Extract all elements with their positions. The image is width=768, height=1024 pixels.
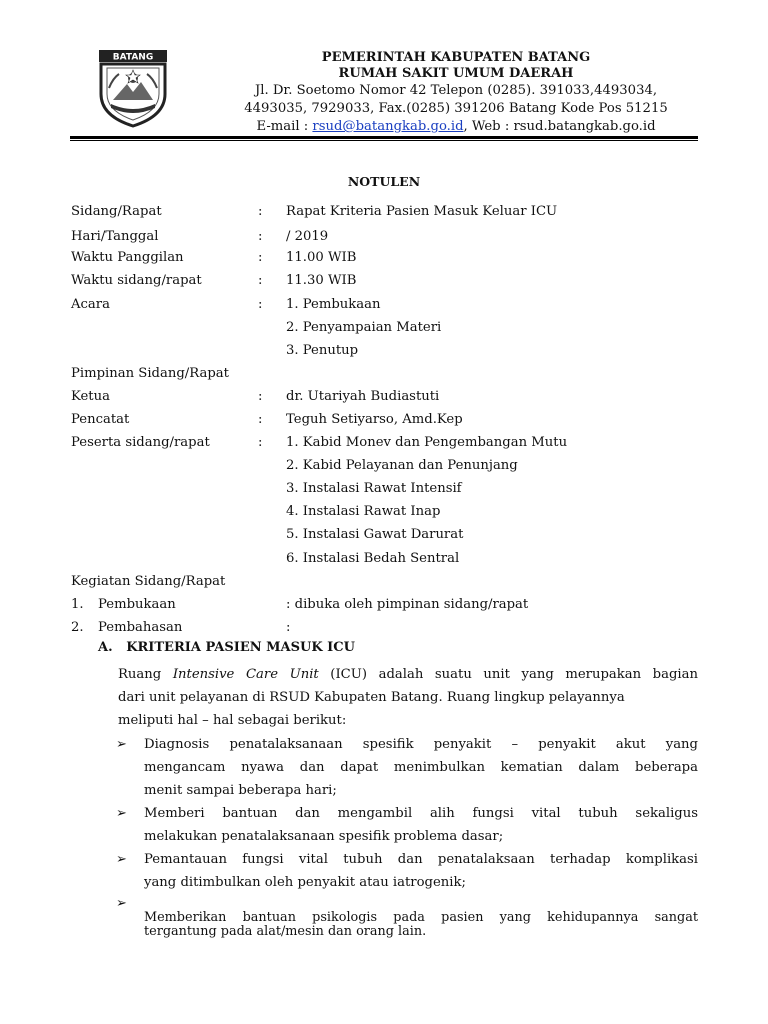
bullet-line: yang ditimbulkan oleh penyakit atau iatrogenik; [144,875,466,890]
bullet-line: tergantung pada alat/mesin dan orang lain. [144,924,427,939]
logo-text: BATANG [112,52,154,63]
bullet-line: melakukan penatalaksanaan spesifik problema dasar; [144,829,504,844]
letterhead-contact [200,118,712,136]
acara-item: 2. Penyampaian Materi [286,320,442,335]
kegiatan-number: 1. [71,597,84,612]
header-rule-thin [70,140,698,141]
email-prefix: E-mail : [256,119,313,134]
colon: : [258,273,263,288]
bullet-item [144,911,698,939]
arrow-bullet-icon: ➢ [116,737,127,752]
intro-line [118,663,698,686]
peserta-label: Peserta sidang/rapat [71,435,210,450]
waktu-sidang-value: 11.30 WIB [286,273,357,288]
header-rule-thick [70,136,698,139]
email-link[interactable]: rsud@batangkab.go.id [312,119,464,134]
bullet-item [144,848,698,894]
letterhead-government: PEMERINTAH KABUPATEN BATANG [321,50,591,65]
peserta-item: 1. Kabid Monev dan Pengembangan Mutu [286,435,568,450]
intro-rest: (ICU) adalah suatu unit yang merupakan bagian [318,667,699,682]
pencatat-label: Pencatat [71,412,130,427]
arrow-bullet-icon: ➢ [116,806,127,821]
pembukaan-label: Pembukaan [98,597,176,612]
pencatat-value: Teguh Setiyarso, Amd.Kep [286,412,463,427]
sidang-label: Sidang/Rapat [71,204,162,219]
peserta-item: 2. Kabid Pelayanan dan Penunjang [286,458,518,473]
colon: : [258,250,263,265]
intro-pre: Ruang [118,667,173,682]
peserta-item: 3. Instalasi Rawat Intensif [286,481,462,496]
arrow-bullet-icon: ➢ [116,896,127,911]
bullet-item [144,733,698,802]
peserta-item: 6. Instalasi Bedah Sentral [286,551,460,566]
waktu-sidang-label: Waktu sidang/rapat [71,273,202,288]
intro-line: dari unit pelayanan di RSUD Kabupaten Batang. Ruang lingkup pelayannya [118,690,625,705]
letterhead-address: Jl. Dr. Soetomo Nomor 42 Telepon (0285). 391033,4493034, [254,83,658,98]
letterhead [200,50,712,136]
letterhead-hospital: RUMAH SAKIT UMUM DAERAH [338,66,574,81]
bullet-line: Pemantauan fungsi vital tubuh dan penatalaksaan terhadap komplikasi [144,852,698,867]
letterhead-phone-fax: 4493035, 7929033, Fax.(0285) 391206 Batang Kode Pos 51215 [244,101,668,116]
acara-item: 1. Pembukaan [286,297,381,312]
pembukaan-value: : dibuka oleh pimpinan sidang/rapat [286,597,529,612]
colon: : [258,435,263,450]
batang-regency-logo [97,48,169,128]
acara-label: Acara [71,297,110,312]
waktu-panggilan-value: 11.00 WIB [286,250,357,265]
pembahasan-label: Pembahasan [98,620,183,635]
section-a-intro [118,663,698,732]
ketua-label: Ketua [71,389,110,404]
sidang-value: Rapat Kriteria Pasien Masuk Keluar ICU [286,204,558,219]
bullet-line: Memberi bantuan dan mengambil alih fungsi vital tubuh sekaligus [144,806,698,821]
peserta-item: 4. Instalasi Rawat Inap [286,504,441,519]
colon: : [258,412,263,427]
ketua-value: dr. Utariyah Budiastuti [286,389,440,404]
colon: : [258,389,263,404]
arrow-bullet-icon: ➢ [116,852,127,867]
bullet-line: Diagnosis penatalaksanaan spesifik penyakit – penyakit akut yang [144,737,698,752]
section-a-heading: A. KRITERIA PASIEN MASUK ICU [98,640,355,655]
pembahasan-value: : [286,620,291,635]
colon: : [258,229,263,244]
kegiatan-number: 2. [71,620,84,635]
hari-value: / 2019 [286,229,329,244]
document-title: NOTULEN [347,174,421,189]
pimpinan-label: Pimpinan Sidang/Rapat [71,366,229,381]
kegiatan-label: Kegiatan Sidang/Rapat [71,574,226,589]
colon: : [258,297,263,312]
web-text: , Web : rsud.batangkab.go.id [463,119,656,134]
intro-line: meliputi hal – hal sebagai berikut: [118,713,347,728]
intro-italic: Intensive Care Unit [172,667,319,682]
hari-label: Hari/Tanggal [71,229,159,244]
peserta-item: 5. Instalasi Gawat Darurat [286,527,464,542]
colon: : [258,204,263,219]
bullet-item [144,802,698,848]
bullet-line: mengancam nyawa dan dapat menimbulkan kematian dalam beberapa [144,760,698,775]
acara-item: 3. Penutup [286,343,359,358]
waktu-panggilan-label: Waktu Panggilan [71,250,184,265]
bullet-line: menit sampai beberapa hari; [144,783,337,798]
bullet-line: Memberikan bantuan psikologis pada pasien yang kehidupannya sangat [144,910,698,925]
